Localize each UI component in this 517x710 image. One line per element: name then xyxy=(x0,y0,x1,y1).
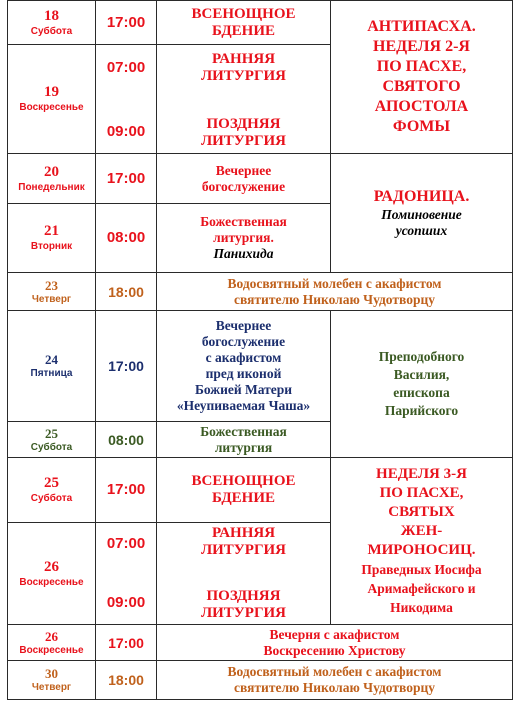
feast-line: Аримафейского и xyxy=(367,581,476,596)
feast-cell xyxy=(330,457,513,625)
service-line: Вечернее xyxy=(215,162,272,178)
service-cell xyxy=(156,153,331,204)
service-line: с акафистом xyxy=(205,350,282,365)
date-cell xyxy=(7,660,96,700)
service-line: Божественная xyxy=(200,423,287,439)
service-line: Вечернее xyxy=(215,318,272,333)
feast-line: АНТИПАСХА. xyxy=(367,18,476,35)
service-cell xyxy=(156,44,331,154)
service-time: 09:00 xyxy=(106,594,146,611)
feast-line: Никодима xyxy=(390,600,453,615)
service-group xyxy=(201,525,286,559)
service-time: 17:00 xyxy=(108,634,144,651)
service-line: Воскресению Христову xyxy=(263,642,406,658)
date-cell xyxy=(7,153,96,204)
date-cell xyxy=(7,203,96,273)
service-line: ПОЗДНЯЯ xyxy=(206,116,281,132)
feast-cell xyxy=(330,310,513,458)
service-line: богослужение xyxy=(201,178,286,194)
service-time: 17:00 xyxy=(108,358,144,374)
service-cell xyxy=(156,0,331,45)
date-cell xyxy=(7,421,96,458)
date-cell xyxy=(7,0,96,45)
service-time: 07:00 xyxy=(106,59,146,76)
day-number: 30 xyxy=(45,666,58,681)
service-line: Водосвятный молебен с акафистом xyxy=(227,664,442,679)
service-line: Божией Матери xyxy=(194,382,293,397)
service-line: ВСЕНОЩНОЕ xyxy=(191,473,296,489)
service-group xyxy=(201,116,286,150)
date-cell xyxy=(7,310,96,422)
time-cell xyxy=(95,0,157,45)
feast-line: МИРОНОСИЦ. xyxy=(367,542,476,558)
weekday: Воскресенье xyxy=(19,644,84,656)
feast-cell xyxy=(330,153,513,273)
service-cell-wide xyxy=(156,624,513,661)
time-cell xyxy=(95,457,157,523)
feast-line: епископа xyxy=(393,385,450,400)
service-line: ПОЗДНЯЯ xyxy=(206,588,281,604)
day-number: 24 xyxy=(45,352,58,367)
date-cell xyxy=(7,522,96,625)
service-line: РАННЯЯ xyxy=(211,525,276,541)
time-cell xyxy=(95,310,157,422)
day-number: 25 xyxy=(45,425,58,441)
feast-line: Праведных Иосифа xyxy=(361,562,482,577)
feast-line: Парийского xyxy=(384,403,459,418)
service-time: 17:00 xyxy=(106,13,146,31)
feast-line: ПО ПАСХЕ, xyxy=(379,485,464,501)
day-number: 26 xyxy=(44,558,59,575)
service-line: ВСЕНОЩНОЕ xyxy=(191,5,296,22)
service-line: ЛИТУРГИЯ xyxy=(200,133,287,149)
weekday: Пятница xyxy=(30,368,73,379)
service-group xyxy=(201,588,286,622)
service-time: 07:00 xyxy=(106,535,146,552)
day-number: 26 xyxy=(45,628,58,644)
time-cell xyxy=(95,522,157,625)
service-line: РАННЯЯ xyxy=(211,51,276,67)
feast-title: РАДОНИЦА. xyxy=(373,188,470,205)
feast-line: ЖЕН- xyxy=(400,523,443,539)
service-line: святителю Николаю Чудотворцу xyxy=(234,291,435,307)
date-cell xyxy=(7,272,96,311)
date-cell xyxy=(7,457,96,523)
feast-line: НЕДЕЛЯ 3-Я xyxy=(376,466,467,482)
day-number: 21 xyxy=(44,223,59,239)
service-time: 08:00 xyxy=(106,229,146,246)
service-cell xyxy=(156,457,331,523)
service-line: богослужение xyxy=(201,334,286,349)
weekday: Суббота xyxy=(30,493,73,504)
service-cell xyxy=(156,522,331,625)
weekday: Воскресенье xyxy=(19,102,84,113)
weekday: Вторник xyxy=(30,241,73,252)
time-cell xyxy=(95,272,157,311)
service-line: БДЕНИЕ xyxy=(211,22,275,39)
feast-line: Преподобного xyxy=(378,349,465,364)
service-line: ЛИТУРГИЯ xyxy=(200,68,287,84)
day-number: 25 xyxy=(44,475,59,491)
day-number: 23 xyxy=(45,277,58,293)
service-cell xyxy=(156,421,331,458)
time-cell xyxy=(95,203,157,273)
service-cell xyxy=(156,310,331,422)
service-line: литургия xyxy=(214,439,273,455)
service-line: святителю Николаю Чудотворцу xyxy=(234,680,435,695)
weekday: Суббота xyxy=(30,25,73,37)
service-line: литургия. xyxy=(213,230,274,245)
feast-line: СВЯТОГО xyxy=(382,78,461,95)
day-number: 18 xyxy=(44,7,59,24)
weekday: Суббота xyxy=(30,441,73,453)
service-time: 08:00 xyxy=(108,431,144,448)
service-note: Панихида xyxy=(213,246,274,261)
service-line: Водосвятный молебен с акафистом xyxy=(227,275,442,291)
weekday: Воскресенье xyxy=(19,576,84,588)
feast-note: Поминовение xyxy=(381,207,462,222)
time-cell xyxy=(95,153,157,204)
feast-line: НЕДЕЛЯ 2-Я xyxy=(373,38,470,55)
service-time: 17:00 xyxy=(106,169,146,187)
day-number: 20 xyxy=(44,163,59,180)
service-time: 17:00 xyxy=(106,481,146,498)
service-time: 18:00 xyxy=(108,672,144,688)
feast-line: ФОМЫ xyxy=(392,118,451,135)
service-time: 09:00 xyxy=(106,123,146,140)
service-line: «Неупиваемая Чаша» xyxy=(176,398,311,413)
feast-line: СВЯТЫХ xyxy=(388,504,455,520)
time-cell xyxy=(95,44,157,154)
weekday: Понедельник xyxy=(18,181,85,193)
time-cell xyxy=(95,660,157,700)
feast-cell xyxy=(330,0,513,154)
service-time: 18:00 xyxy=(108,283,144,300)
weekday: Четверг xyxy=(31,293,72,305)
service-cell xyxy=(156,203,331,273)
service-cell-wide xyxy=(156,272,513,311)
service-line: ЛИТУРГИЯ xyxy=(200,605,287,621)
service-line: Вечерня с акафистом xyxy=(269,626,400,642)
service-line: пред иконой xyxy=(205,366,282,381)
time-cell xyxy=(95,421,157,458)
date-cell xyxy=(7,44,96,154)
feast-line: ПО ПАСХЕ, xyxy=(376,58,467,75)
date-cell xyxy=(7,624,96,661)
service-line: БДЕНИЕ xyxy=(211,490,275,506)
time-cell xyxy=(95,624,157,661)
service-line: Божественная xyxy=(200,214,287,229)
feast-line: АПОСТОЛА xyxy=(374,98,469,115)
day-number: 19 xyxy=(44,84,59,100)
weekday: Четверг xyxy=(31,682,72,693)
service-cell-wide xyxy=(156,660,513,700)
service-line: ЛИТУРГИЯ xyxy=(200,542,287,558)
feast-line: Василия, xyxy=(393,367,450,382)
service-group xyxy=(201,51,286,85)
feast-note: усопших xyxy=(395,223,448,238)
